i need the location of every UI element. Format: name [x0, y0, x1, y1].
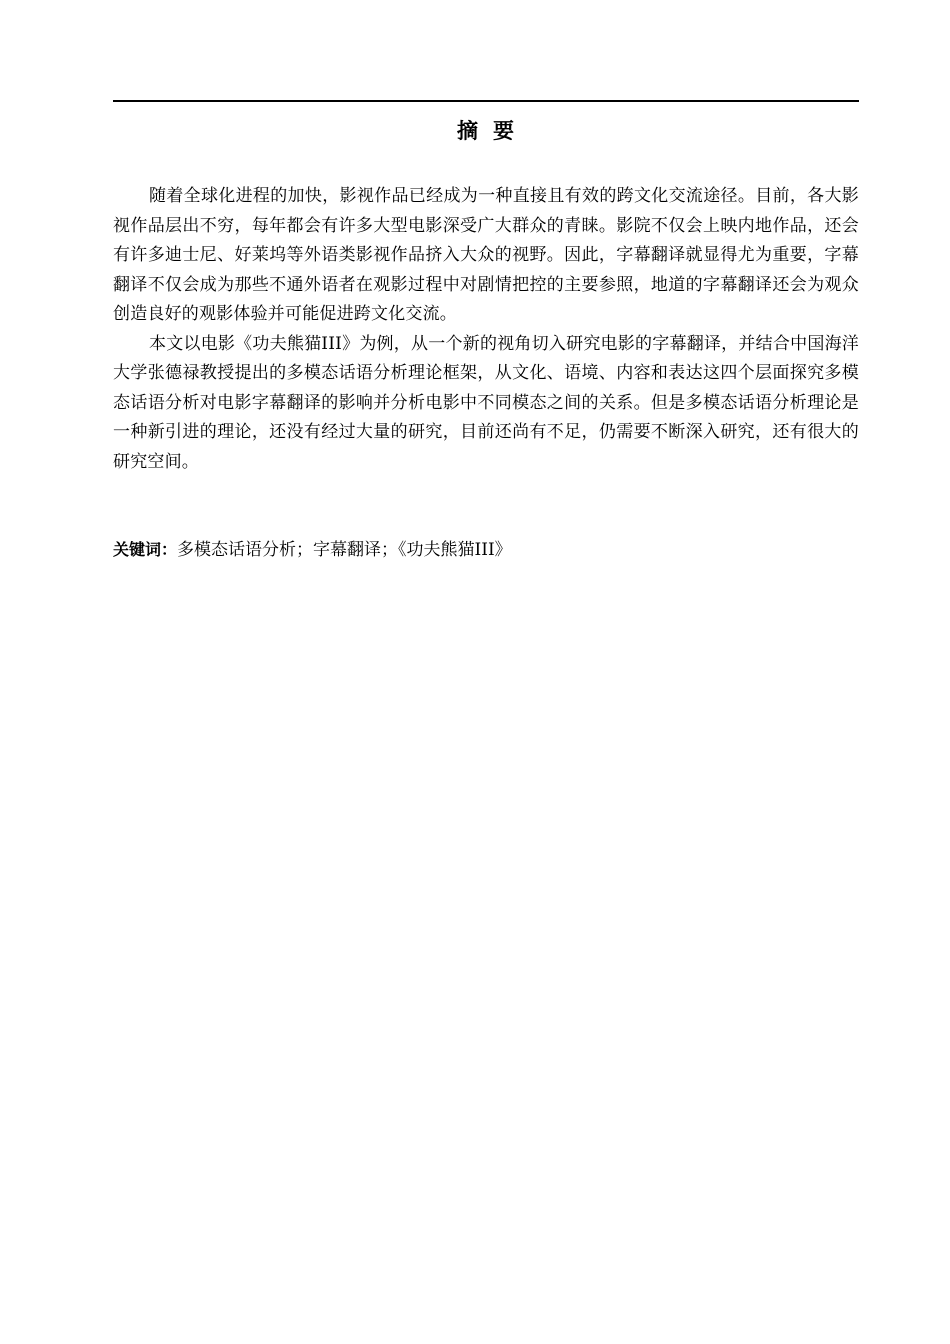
page-title [113, 116, 859, 146]
keywords-text: 多模态话语分析；字幕翻译；《功夫熊猫III》 [177, 540, 512, 560]
title-char-1: 摘 [457, 118, 479, 143]
header-rule [113, 100, 859, 102]
title-char-2: 要 [493, 118, 515, 143]
abstract-body [113, 182, 859, 477]
keywords-line [113, 535, 859, 566]
abstract-paragraph-2: 本文以电影《功夫熊猫III》为例，从一个新的视角切入研究电影的字幕翻译，并结合中国海洋大学张德禄教授提出的多模态话语分析理论框架，从文化、语境、内容和表达这四个层面探究多模态话语分析对电影字幕翻译的影响并分析电影中不同模态之间的关系。但是多模态话语分析理论是一种新引进的理论，还没有经过大量的研究，目前还尚有不足，仍需要不断深入研究，还有很大的研究空间。 [113, 333, 859, 472]
abstract-paragraph-1: 随着全球化进程的加快，影视作品已经成为一种直接且有效的跨文化交流途径。目前，各大影视作品层出不穷，每年都会有许多大型电影深受广大群众的青睐。影院不仅会上映内地作品，还会有许多迪士尼、好莱坞等外语类影视作品挤入大众的视野。因此，字幕翻译就显得尤为重要，字幕翻译不仅会成为那些不通外语者在观影过程中对剧情把控的主要参照，地道的字幕翻译还会为观众创造良好的观影体验并可能促进跨文化交流。 [113, 186, 859, 324]
keywords-label: 关键词： [113, 540, 178, 559]
